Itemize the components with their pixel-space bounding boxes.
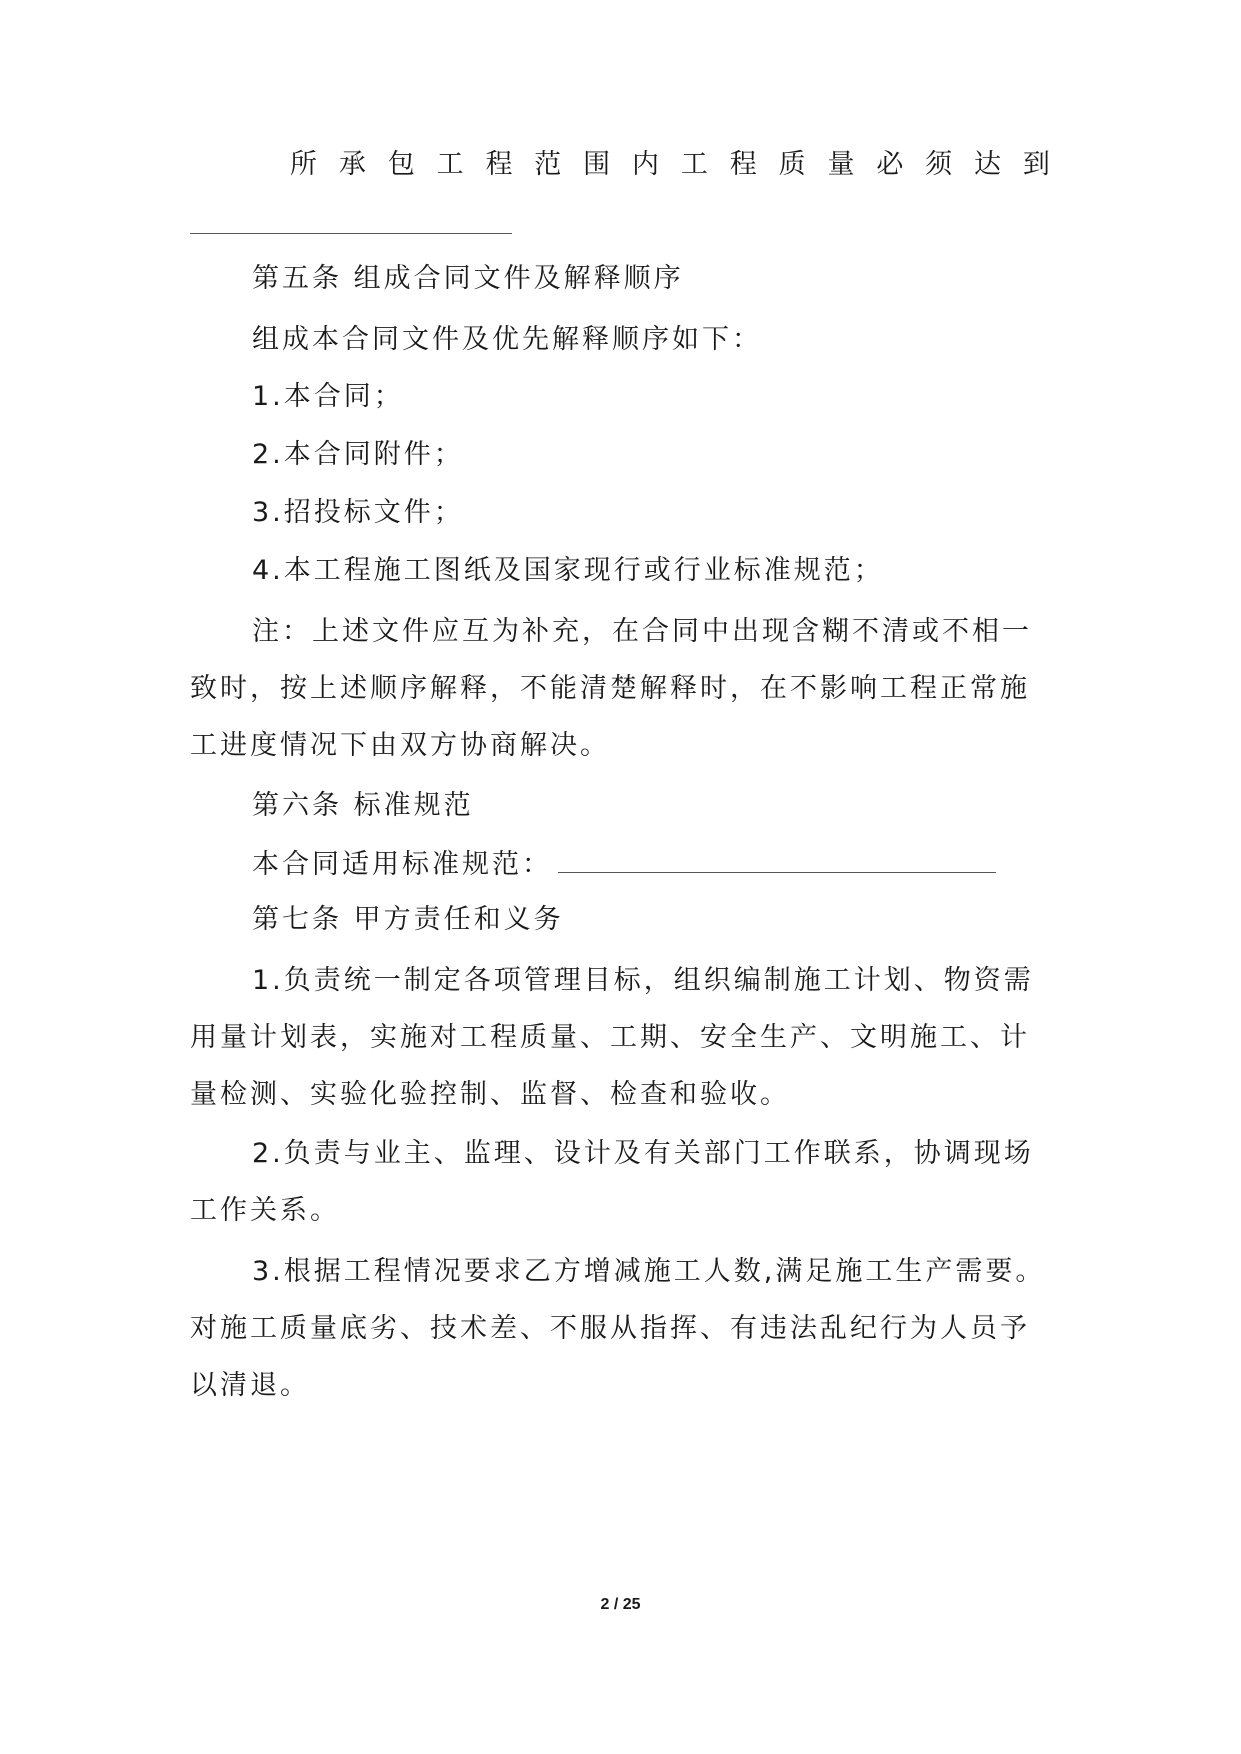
note-line-2: 致时，按上述顺序解释，不能清楚解释时，在不影响工程正常施 (190, 673, 1030, 704)
scope-char: 所 (290, 149, 317, 180)
scope-char: 内 (632, 149, 660, 180)
article7-item2-line-1: 2.负责与业主、监理、设计及有关部门工作联系，协调现场 (252, 1138, 1034, 1169)
note-line-3: 工进度情况下由双方协商解决。 (190, 730, 610, 761)
scope-char: 程 (729, 149, 757, 180)
article5-item-2: 2.本合同附件； (252, 439, 464, 470)
scope-char: 工 (436, 149, 464, 180)
article7-item2-line-2: 工作关系。 (190, 1195, 340, 1226)
article6-text: 本合同适用标准规范： (252, 849, 552, 880)
scope-line (290, 145, 1050, 185)
scope-char: 范 (534, 149, 562, 180)
article6-title: 第六条 标准规范 (252, 790, 474, 821)
article7-item1-line-3: 量检测、实验化验控制、监督、检查和验收。 (190, 1079, 790, 1110)
article7-title: 第七条 甲方责任和义务 (252, 904, 564, 935)
scope-char: 须 (925, 149, 953, 180)
scope-char: 达 (974, 149, 1002, 180)
page-number: 2 / 25 (600, 1596, 641, 1613)
scope-char: 包 (387, 149, 415, 180)
article6-text-row (252, 844, 996, 885)
scope-char: 围 (583, 149, 611, 180)
quality-blank (190, 233, 512, 234)
article5-title: 第五条 组成合同文件及解释顺序 (252, 263, 684, 294)
scope-char: 承 (338, 149, 366, 180)
scope-char: 必 (876, 149, 904, 180)
article7-item3-line-3: 以清退。 (190, 1370, 310, 1401)
scope-char: 量 (827, 149, 855, 180)
article7-item3-line-1: 3.根据工程情况要求乙方增减施工人数,满足施工生产需要。 (252, 1256, 1046, 1287)
note-line-1: 注：上述文件应互为补充，在合同中出现含糊不清或不相一 (252, 616, 1032, 647)
article7-item3-line-2: 对施工质量底劣、技术差、不服从指挥、有违法乱纪行为人员予 (190, 1313, 1030, 1344)
scope-char: 工 (680, 149, 708, 180)
article7-item1-line-2: 用量计划表，实施对工程质量、工期、安全生产、文明施工、计 (190, 1022, 1030, 1053)
scope-char: 到 (1022, 149, 1050, 180)
article5-intro: 组成本合同文件及优先解释顺序如下： (252, 324, 762, 355)
article7-item1-line-1: 1.负责统一制定各项管理目标，组织编制施工计划、物资需 (252, 965, 1034, 996)
standards-blank (558, 844, 996, 873)
scope-char: 质 (778, 149, 806, 180)
article5-item-4: 4.本工程施工图纸及国家现行或行业标准规范； (252, 555, 884, 586)
article5-item-1: 1.本合同； (252, 381, 404, 412)
article5-item-3: 3.招投标文件； (252, 497, 464, 528)
scope-char: 程 (485, 149, 513, 180)
